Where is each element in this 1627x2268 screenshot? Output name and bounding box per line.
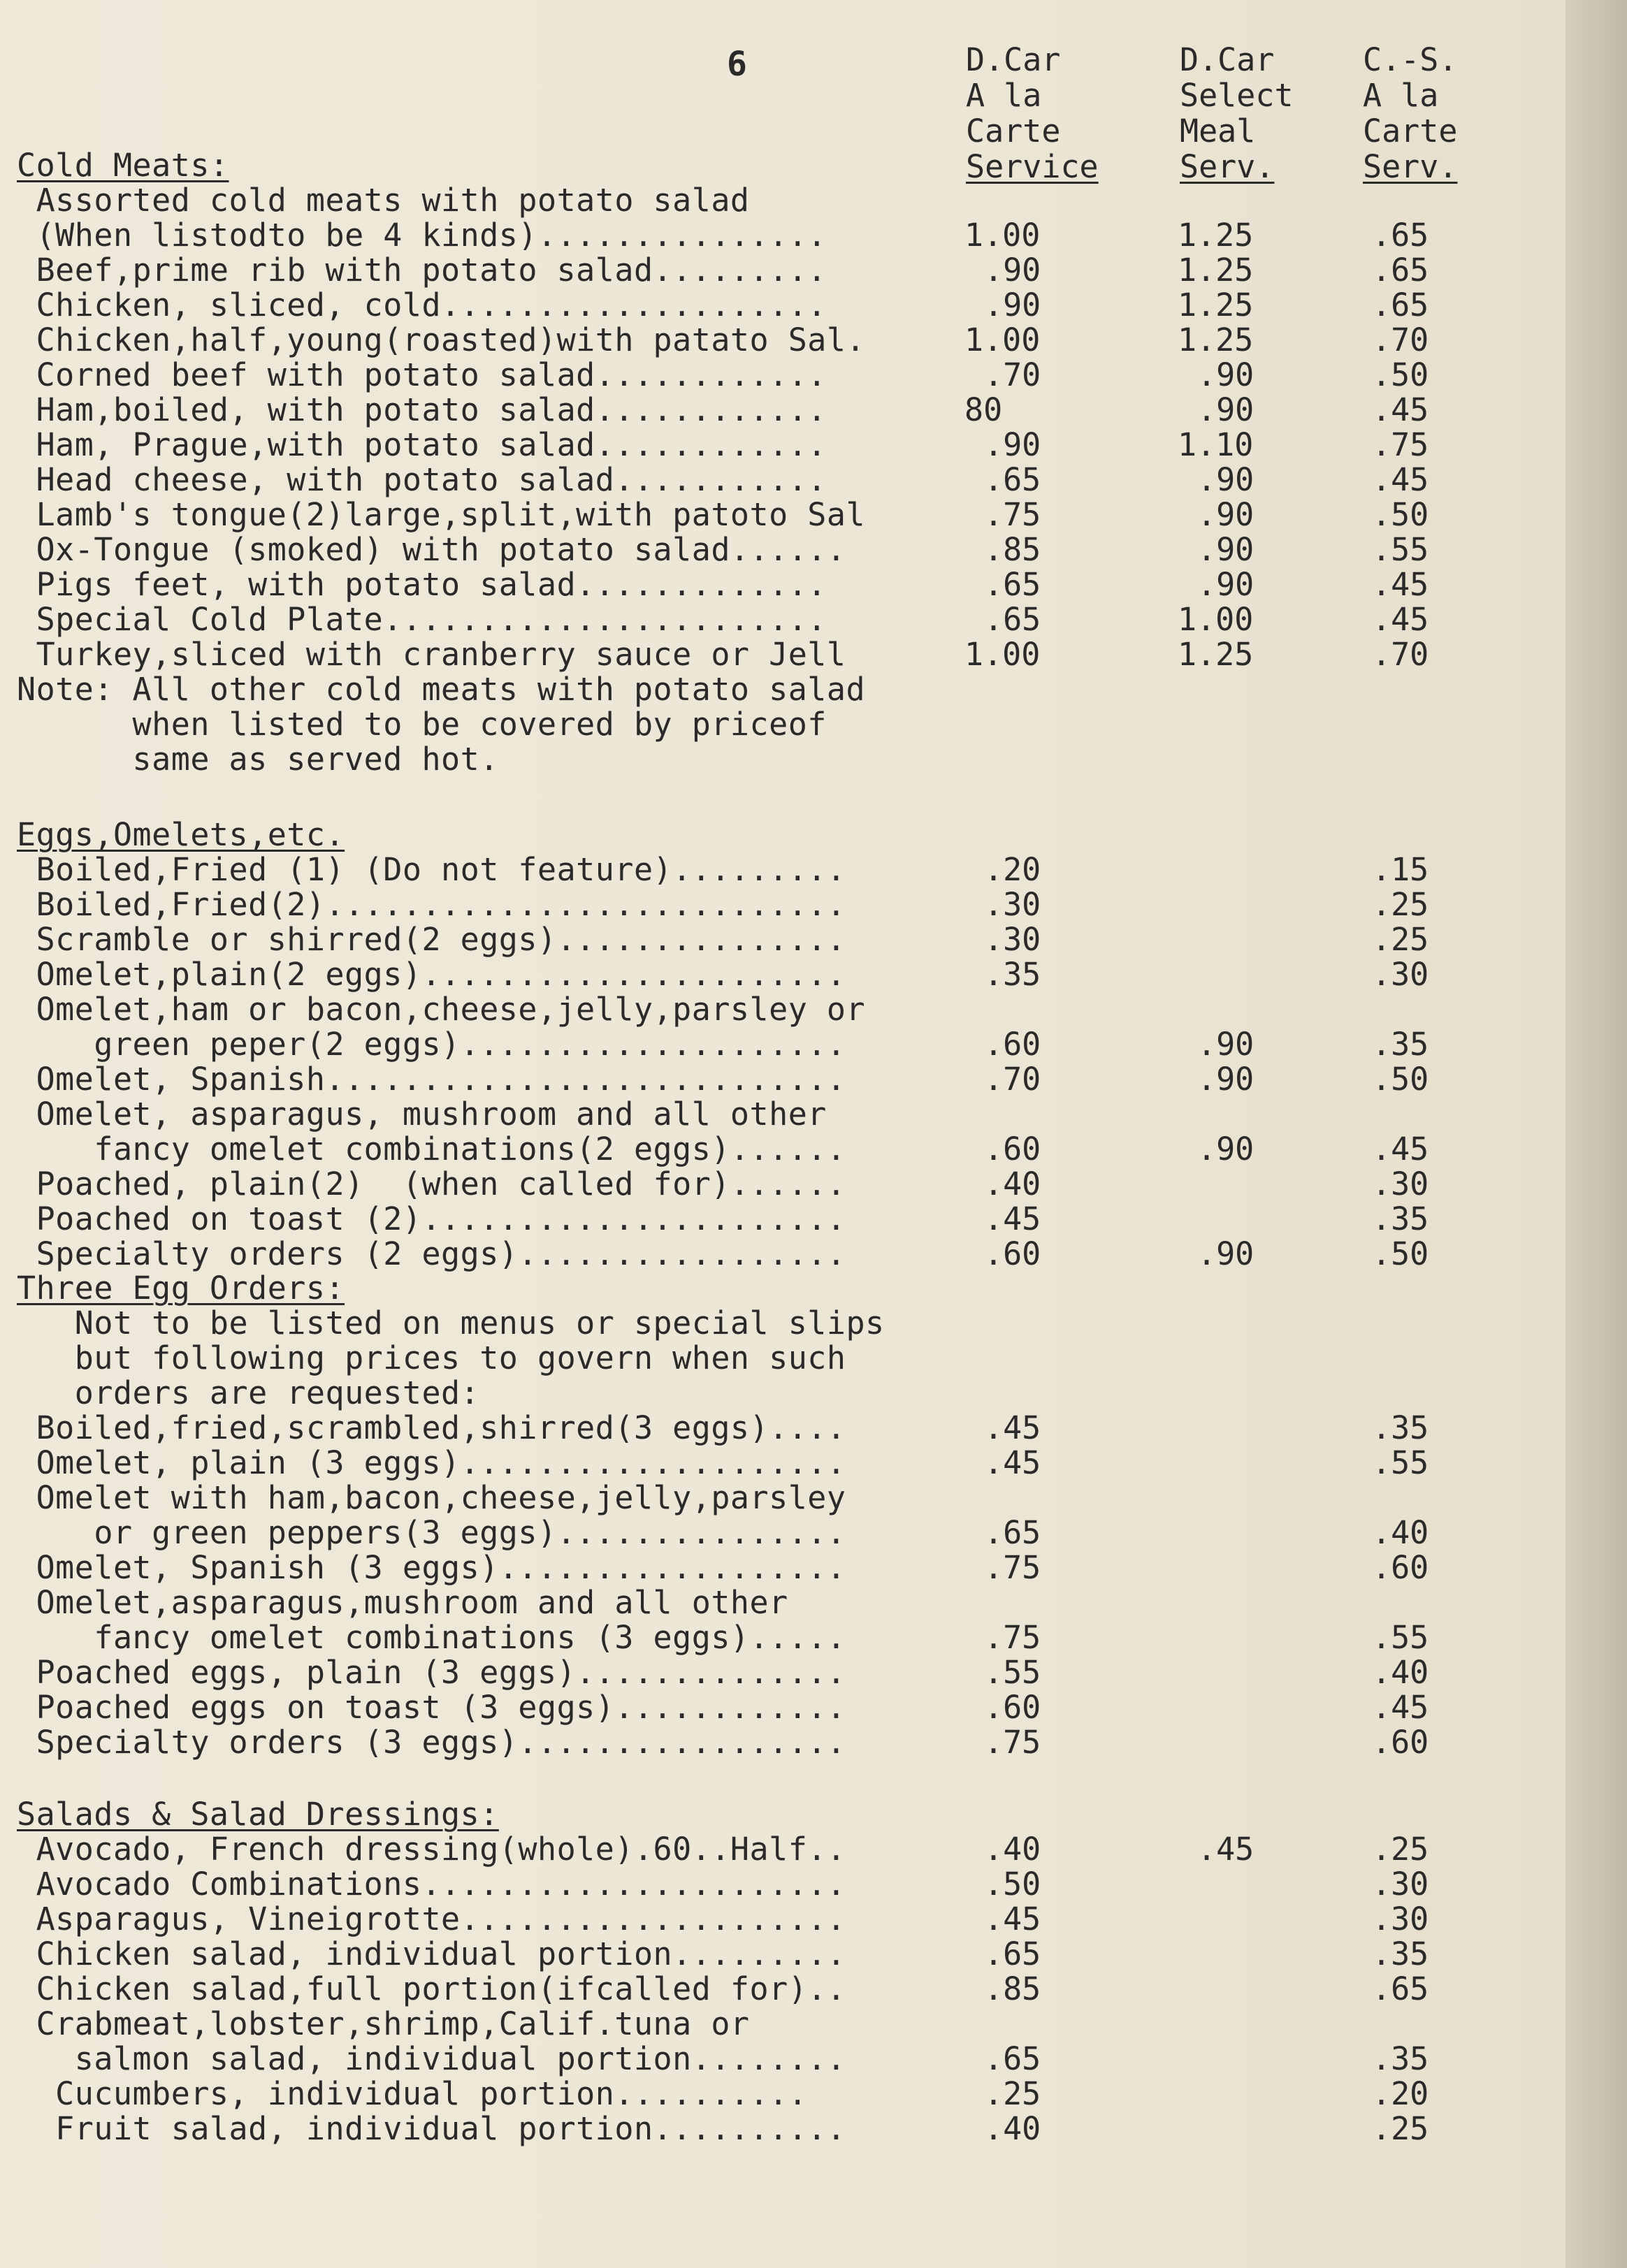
menu-item-text: same as served hot. <box>17 741 499 778</box>
price-cs-a-la-carte: .15 <box>1372 851 1429 888</box>
menu-item-text: Not to be listed on menus or special slips <box>17 1304 885 1342</box>
price-cs-a-la-carte: .60 <box>1372 1724 1429 1761</box>
menu-item-text: Boiled,Fried (1) (Do not feature)......... <box>17 851 846 888</box>
price-dcar-a-la-carte: .45 <box>984 1900 1041 1938</box>
price-cs-a-la-carte: .70 <box>1372 636 1429 673</box>
price-cs-a-la-carte: .45 <box>1372 391 1429 428</box>
price-dcar-a-la-carte: .40 <box>984 2110 1041 2147</box>
price-cs-a-la-carte: .50 <box>1372 1235 1429 1272</box>
menu-item-text: Omelet, asparagus, mushroom and all other <box>17 1096 827 1133</box>
price-dcar-a-la-carte: .60 <box>984 1689 1041 1726</box>
menu-item-text: Boiled,Fried(2)........................... <box>17 886 846 923</box>
price-cs-a-la-carte: .30 <box>1372 956 1429 993</box>
menu-item-text: Chicken salad,full portion(ifcalled for).. <box>17 1970 846 2007</box>
price-cs-a-la-carte: .25 <box>1372 1831 1429 1868</box>
price-dcar-a-la-carte: .75 <box>984 1724 1041 1761</box>
menu-item-text: Fruit salad, individual portion.......... <box>17 2110 846 2147</box>
price-dcar-a-la-carte: .90 <box>984 252 1041 289</box>
price-cs-a-la-carte: .30 <box>1372 1866 1429 1903</box>
menu-item-text: Omelet, Spanish........................... <box>17 1061 846 1098</box>
column-header-line: Serv. <box>1180 148 1275 185</box>
menu-item-text: Avocado Combinations...................... <box>17 1866 846 1903</box>
price-dcar-select-meal: 1.25 <box>1178 636 1254 673</box>
menu-item-text: when listed to be covered by priceof <box>17 706 827 743</box>
price-cs-a-la-carte: .75 <box>1372 426 1429 463</box>
price-dcar-a-la-carte: .20 <box>984 851 1041 888</box>
price-dcar-a-la-carte: .30 <box>984 921 1041 958</box>
price-cs-a-la-carte: .55 <box>1372 531 1429 568</box>
price-dcar-a-la-carte: .45 <box>984 1444 1041 1481</box>
price-dcar-a-la-carte: .40 <box>984 1165 1041 1202</box>
price-cs-a-la-carte: .20 <box>1372 2075 1429 2112</box>
menu-item-text: Omelet,ham or bacon,cheese,jelly,parsley or <box>17 991 866 1028</box>
menu-item-text: Omelet, plain (3 eggs).................... <box>17 1444 846 1481</box>
price-dcar-select-meal: 1.25 <box>1178 217 1254 254</box>
menu-item-text: Poached eggs, plain (3 eggs).............. <box>17 1654 846 1691</box>
menu-item-text: Omelet,asparagus,mushroom and all other <box>17 1584 788 1621</box>
price-dcar-select-meal: .90 <box>1197 391 1254 428</box>
price-dcar-a-la-carte: .65 <box>984 566 1041 603</box>
price-cs-a-la-carte: .25 <box>1372 886 1429 923</box>
price-cs-a-la-carte: .45 <box>1372 1131 1429 1168</box>
price-dcar-select-meal: 1.25 <box>1178 252 1254 289</box>
menu-item-text: Specialty orders (2 eggs)................. <box>17 1235 846 1272</box>
column-header-line: Serv. <box>1363 148 1458 185</box>
price-dcar-a-la-carte: .40 <box>984 1831 1041 1868</box>
menu-item-text: Omelet, Spanish (3 eggs).................. <box>17 1549 846 1586</box>
price-dcar-select-meal: 1.00 <box>1178 601 1254 638</box>
menu-item-text: Specialty orders (3 eggs)................. <box>17 1724 846 1761</box>
page-edge <box>1565 0 1627 2268</box>
menu-item-text: Beef,prime rib with potato salad......... <box>17 252 827 289</box>
section-heading: Cold Meats: <box>17 147 229 184</box>
price-dcar-a-la-carte: .90 <box>984 286 1041 324</box>
price-dcar-select-meal: .90 <box>1197 356 1254 393</box>
section-heading: Salads & Salad Dressings: <box>17 1796 499 1833</box>
menu-item-text: Poached, plain(2) (when called for)...... <box>17 1165 846 1202</box>
price-dcar-a-la-carte: .60 <box>984 1026 1041 1063</box>
price-dcar-a-la-carte: .90 <box>984 426 1041 463</box>
column-header-line: D.Car <box>966 41 1061 78</box>
column-header-line: Meal <box>1180 112 1256 150</box>
price-cs-a-la-carte: .25 <box>1372 2110 1429 2147</box>
menu-item-text: Pigs feet, with potato salad............. <box>17 566 827 603</box>
price-dcar-select-meal: .90 <box>1197 1131 1254 1168</box>
price-dcar-select-meal: .90 <box>1197 1235 1254 1272</box>
menu-item-text: Boiled,fried,scrambled,shirred(3 eggs).... <box>17 1409 846 1446</box>
column-header-line: Service <box>966 148 1099 185</box>
price-dcar-select-meal: 1.25 <box>1178 286 1254 324</box>
price-dcar-a-la-carte: .25 <box>984 2075 1041 2112</box>
price-dcar-a-la-carte: .65 <box>984 2040 1041 2077</box>
price-cs-a-la-carte: .70 <box>1372 321 1429 358</box>
price-cs-a-la-carte: .50 <box>1372 496 1429 533</box>
menu-item-text: green peper(2 eggs).................... <box>17 1026 846 1063</box>
price-dcar-a-la-carte: .55 <box>984 1654 1041 1691</box>
menu-item-text: but following prices to govern when such <box>17 1339 846 1376</box>
section-heading: Eggs,Omelets,etc. <box>17 816 345 853</box>
menu-item-text: Omelet with ham,bacon,cheese,jelly,parsley <box>17 1479 846 1516</box>
page-number: 6 <box>727 45 747 84</box>
menu-item-text: Crabmeat,lobster,shrimp,Calif.tuna or <box>17 2005 750 2042</box>
menu-item-text: Cucumbers, individual portion.......... <box>17 2075 808 2112</box>
menu-item-text: Avocado, French dressing(whole).60..Half.. <box>17 1831 846 1868</box>
column-header-line: C.-S. <box>1363 41 1458 78</box>
menu-item-text: Ham, Prague,with potato salad............ <box>17 426 827 463</box>
price-dcar-select-meal: .90 <box>1197 531 1254 568</box>
price-dcar-select-meal: .90 <box>1197 461 1254 498</box>
column-header-line: A la <box>1363 77 1439 114</box>
price-dcar-select-meal: .90 <box>1197 1026 1254 1063</box>
price-cs-a-la-carte: .45 <box>1372 601 1429 638</box>
price-dcar-a-la-carte: 1.00 <box>964 321 1041 358</box>
price-cs-a-la-carte: .40 <box>1372 1514 1429 1551</box>
menu-item-text: fancy omelet combinations (3 eggs)..... <box>17 1619 846 1656</box>
price-dcar-select-meal: 1.10 <box>1178 426 1254 463</box>
price-cs-a-la-carte: .65 <box>1372 252 1429 289</box>
menu-item-text: (When listodto be 4 kinds)............... <box>17 217 827 254</box>
price-dcar-a-la-carte: 1.00 <box>964 217 1041 254</box>
price-dcar-a-la-carte: .50 <box>984 1866 1041 1903</box>
price-dcar-select-meal: .90 <box>1197 1061 1254 1098</box>
price-cs-a-la-carte: .40 <box>1372 1654 1429 1691</box>
menu-item-text: Poached eggs on toast (3 eggs)............ <box>17 1689 846 1726</box>
column-header-line: A la <box>966 77 1042 114</box>
menu-item-text: fancy omelet combinations(2 eggs)...... <box>17 1131 846 1168</box>
price-dcar-a-la-carte: .75 <box>984 1549 1041 1586</box>
price-cs-a-la-carte: .35 <box>1372 1409 1429 1446</box>
menu-item-text: Scramble or shirred(2 eggs)............... <box>17 921 846 958</box>
price-dcar-select-meal: .90 <box>1197 566 1254 603</box>
price-cs-a-la-carte: .65 <box>1372 1970 1429 2007</box>
price-cs-a-la-carte: .55 <box>1372 1444 1429 1481</box>
price-cs-a-la-carte: .35 <box>1372 1935 1429 1972</box>
menu-item-text: Head cheese, with potato salad........... <box>17 461 827 498</box>
price-cs-a-la-carte: .45 <box>1372 1689 1429 1726</box>
price-cs-a-la-carte: .65 <box>1372 286 1429 324</box>
price-dcar-a-la-carte: .75 <box>984 1619 1041 1656</box>
price-dcar-a-la-carte: .60 <box>984 1131 1041 1168</box>
price-cs-a-la-carte: .55 <box>1372 1619 1429 1656</box>
section-heading: Three Egg Orders: <box>17 1270 345 1307</box>
column-header-line: Carte <box>1363 112 1458 150</box>
price-cs-a-la-carte: .50 <box>1372 356 1429 393</box>
menu-item-text: Corned beef with potato salad............ <box>17 356 827 393</box>
price-cs-a-la-carte: .45 <box>1372 461 1429 498</box>
menu-item-text: Turkey,sliced with cranberry sauce or Jell <box>17 636 846 673</box>
price-dcar-a-la-carte: .65 <box>984 1935 1041 1972</box>
price-dcar-a-la-carte: .45 <box>984 1200 1041 1237</box>
menu-item-text: Poached on toast (2)...................... <box>17 1200 846 1237</box>
price-dcar-select-meal: .90 <box>1197 496 1254 533</box>
column-header-line: Carte <box>966 112 1061 150</box>
menu-item-text: Ham,boiled, with potato salad............ <box>17 391 827 428</box>
price-dcar-a-la-carte: .60 <box>984 1235 1041 1272</box>
price-dcar-a-la-carte: 1.00 <box>964 636 1041 673</box>
price-dcar-a-la-carte: .85 <box>984 1970 1041 2007</box>
menu-item-text: Note: All other cold meats with potato salad <box>17 671 866 708</box>
menu-item-text: Chicken salad, individual portion......... <box>17 1935 846 1972</box>
column-header-line: Select <box>1180 77 1294 114</box>
price-cs-a-la-carte: .25 <box>1372 921 1429 958</box>
price-cs-a-la-carte: .30 <box>1372 1165 1429 1202</box>
price-cs-a-la-carte: .35 <box>1372 1026 1429 1063</box>
menu-item-text: or green peppers(3 eggs)............... <box>17 1514 846 1551</box>
price-dcar-a-la-carte: .65 <box>984 1514 1041 1551</box>
price-dcar-select-meal: .45 <box>1197 1831 1254 1868</box>
price-cs-a-la-carte: .35 <box>1372 2040 1429 2077</box>
menu-item-text: Special Cold Plate....................... <box>17 601 827 638</box>
price-dcar-a-la-carte: 80 <box>964 391 1003 428</box>
menu-item-text: Asparagus, Vineigrotte.................... <box>17 1900 846 1938</box>
price-cs-a-la-carte: .35 <box>1372 1200 1429 1237</box>
price-cs-a-la-carte: .50 <box>1372 1061 1429 1098</box>
price-dcar-a-la-carte: .65 <box>984 461 1041 498</box>
menu-item-text: Chicken,half,young(roasted)with patato Sal. <box>17 321 866 358</box>
menu-item-text: Chicken, sliced, cold.................... <box>17 286 827 324</box>
price-cs-a-la-carte: .60 <box>1372 1549 1429 1586</box>
price-dcar-a-la-carte: .35 <box>984 956 1041 993</box>
menu-item-text: Ox-Tongue (smoked) with potato salad...... <box>17 531 846 568</box>
price-cs-a-la-carte: .65 <box>1372 217 1429 254</box>
menu-item-text: Assorted cold meats with potato salad <box>17 182 750 219</box>
price-dcar-a-la-carte: .65 <box>984 601 1041 638</box>
price-dcar-select-meal: 1.25 <box>1178 321 1254 358</box>
menu-item-text: Lamb's tongue(2)large,split,with patoto Sal <box>17 496 866 533</box>
column-header-line: D.Car <box>1180 41 1275 78</box>
menu-item-text: Omelet,plain(2 eggs)...................... <box>17 956 846 993</box>
price-dcar-a-la-carte: .45 <box>984 1409 1041 1446</box>
menu-item-text: salmon salad, individual portion........ <box>17 2040 846 2077</box>
price-cs-a-la-carte: .45 <box>1372 566 1429 603</box>
price-dcar-a-la-carte: .70 <box>984 356 1041 393</box>
price-dcar-a-la-carte: .30 <box>984 886 1041 923</box>
price-dcar-a-la-carte: .85 <box>984 531 1041 568</box>
price-dcar-a-la-carte: .75 <box>984 496 1041 533</box>
price-cs-a-la-carte: .30 <box>1372 1900 1429 1938</box>
price-dcar-a-la-carte: .70 <box>984 1061 1041 1098</box>
menu-item-text: orders are requested: <box>17 1374 480 1411</box>
